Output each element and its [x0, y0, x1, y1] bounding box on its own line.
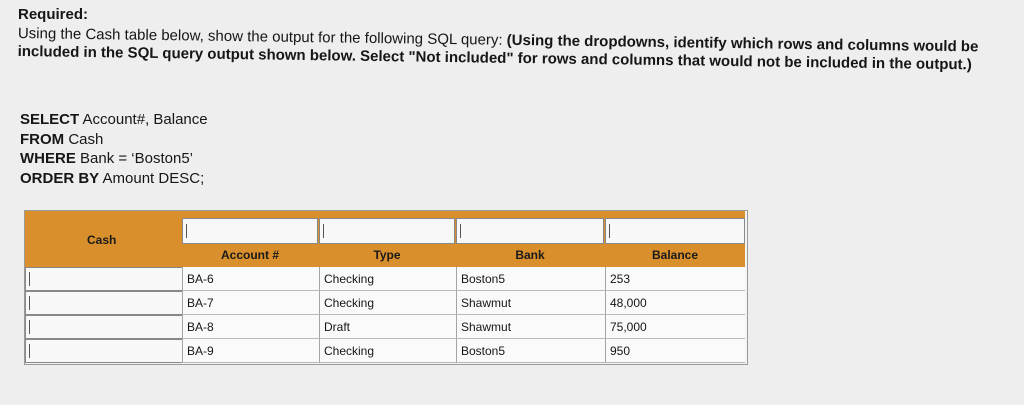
- dropdown-caret-icon: [323, 224, 324, 238]
- select-keyword: SELECT: [20, 111, 80, 128]
- row-dropdown[interactable]: [25, 339, 183, 363]
- select-line: [20, 110, 208, 130]
- cell-balance: 75,000: [605, 315, 745, 339]
- table-row: [25, 291, 745, 315]
- table-row: [25, 267, 745, 291]
- dropdown-caret-icon: [186, 224, 187, 238]
- select-fields: Account#, Balance: [79, 111, 208, 128]
- cell-balance: 253: [605, 267, 745, 291]
- cell-account: BA-7: [182, 291, 319, 315]
- instruction-bold: (Using the dropdowns, identify which rows and columns would be included in the SQL query output shown below. Select "Not included" for rows and columns that would not be included in the output.): [17, 31, 979, 74]
- instructions: [17, 6, 1018, 74]
- column-dropdown-account[interactable]: [182, 218, 318, 244]
- column-header-account: Account #: [220, 248, 279, 262]
- row-dropdown[interactable]: [25, 315, 183, 339]
- cell-bank: Shawmut: [456, 315, 605, 339]
- cell-bank: Boston5: [456, 339, 605, 363]
- instruction-text: [17, 25, 1002, 75]
- where-condition: Bank = ‘Boston5’: [75, 150, 194, 167]
- cell-type: Checking: [319, 267, 456, 291]
- dropdown-caret-icon: [29, 296, 30, 310]
- cell-type: Checking: [319, 291, 456, 315]
- row-dropdown[interactable]: [25, 291, 183, 315]
- column-header-balance: Balance: [651, 248, 699, 262]
- column-dropdown-bank[interactable]: [456, 218, 604, 244]
- cell-type: Checking: [319, 339, 456, 363]
- where-keyword: WHERE: [20, 150, 76, 167]
- column-dropdown-type[interactable]: [319, 218, 455, 244]
- sql-query: [20, 110, 208, 188]
- cell-type: Draft: [319, 315, 456, 339]
- order-line: [20, 169, 208, 189]
- cell-bank: Boston5: [456, 267, 605, 291]
- row-dropdown[interactable]: [25, 267, 183, 291]
- dropdown-caret-icon: [29, 344, 30, 358]
- order-keyword: ORDER BY: [20, 169, 100, 187]
- dropdown-caret-icon: [609, 224, 610, 238]
- cell-balance: 48,000: [605, 291, 745, 315]
- dropdown-caret-icon: [460, 224, 461, 238]
- instruction-plain: Using the Cash table below, show the output for the following SQL query:: [17, 25, 507, 49]
- table-name: Cash: [87, 233, 117, 247]
- cell-account: BA-9: [182, 339, 319, 363]
- column-header-bank: Bank: [515, 248, 545, 262]
- from-keyword: FROM: [20, 130, 65, 148]
- cell-account: BA-6: [182, 267, 319, 291]
- dropdown-caret-icon: [29, 272, 30, 286]
- cell-bank: Shawmut: [456, 291, 605, 315]
- from-table: Cash: [64, 130, 104, 148]
- table-header: [25, 211, 745, 267]
- table-row: [25, 315, 745, 339]
- cell-account: BA-8: [182, 315, 319, 339]
- cell-balance: 950: [605, 339, 745, 363]
- from-line: [20, 130, 208, 150]
- column-header-type: Type: [373, 248, 401, 262]
- required-label: Required:: [18, 6, 89, 23]
- column-dropdown-balance[interactable]: [605, 218, 745, 244]
- dropdown-caret-icon: [29, 320, 30, 334]
- table-row: [25, 339, 745, 363]
- order-clause: Amount DESC;: [99, 169, 205, 187]
- where-line: [20, 149, 208, 169]
- cash-table: [24, 210, 748, 365]
